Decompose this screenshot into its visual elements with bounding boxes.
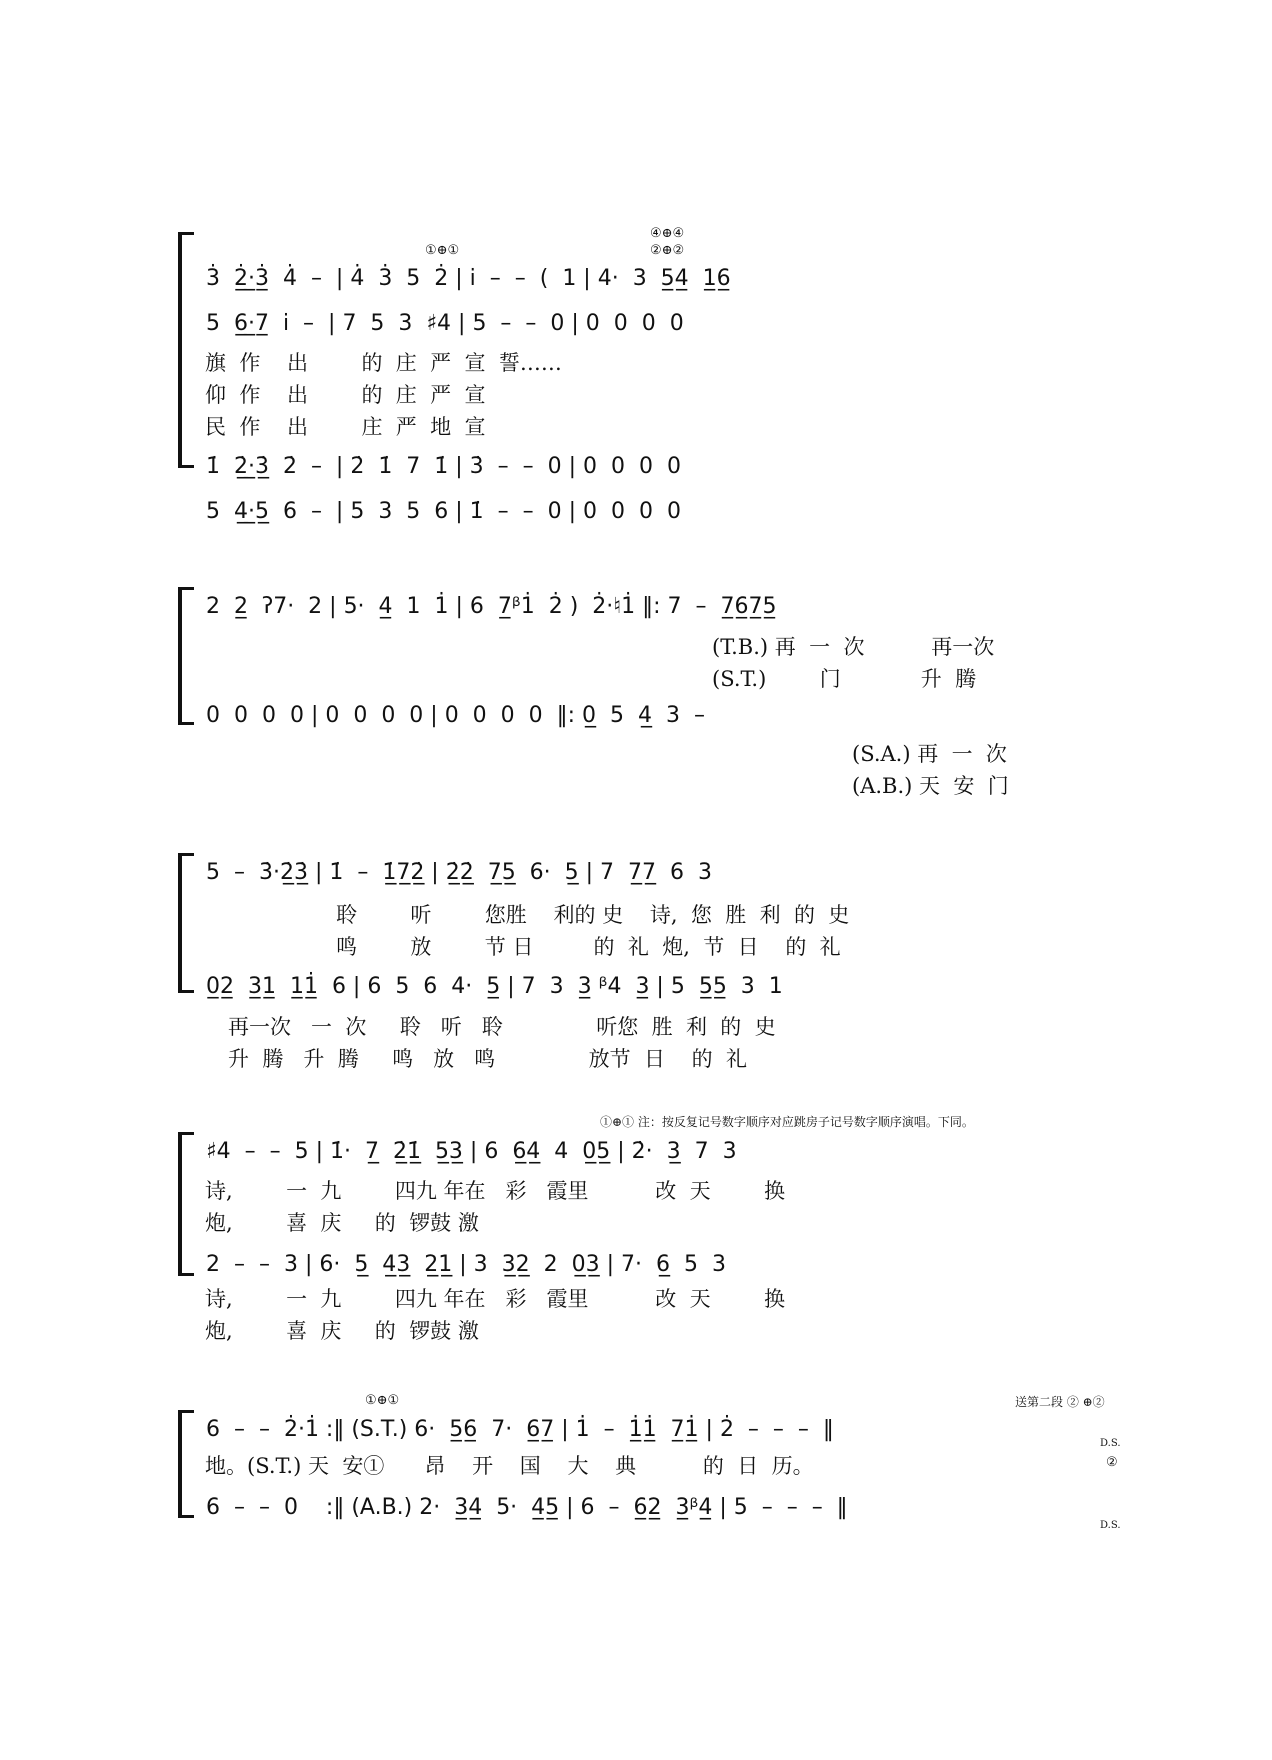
lyric-line: 炮, 喜 庆 的 锣鼓 激	[205, 1319, 479, 1343]
score-row-soprano: 3̇ 2̲̇·̲3̲̇ 4̇ – | 4̇ 3̇ 5 2̇ | i̇ – – ( 1 | 4· 3 5̲4̲ 1̲6̲	[206, 266, 731, 291]
score-row-bass: 5 4̲·̲5̲ 6 – | 5 3 5 6 | 1̇ – – 0 | 0 0 0 0	[206, 499, 681, 524]
jump-mark: ②	[1106, 1455, 1118, 1470]
score-row-lower: 0̲2̲ 3̲1̲ 1̲1̲̇ 6 | 6 5 6 4· 5̲ | 7 3 3̲ ᵝ4 3̲ | 5 5̲5̲ 3 1	[206, 974, 783, 999]
lyric-line: 炮, 喜 庆 的 锣鼓 激	[205, 1211, 479, 1235]
ds-label: D.S.	[1100, 1438, 1121, 1449]
lyric-line: (S.T.) 门 升 腾	[712, 667, 977, 691]
lyric-line: 再一次 一 次 聆 听 聆 听您 胜 利 的 史	[228, 1015, 776, 1039]
system-bracket	[178, 1132, 182, 1276]
system-bracket	[178, 587, 182, 725]
ds-label: D.S.	[1100, 1520, 1121, 1531]
score-row-upper: 2 2̲ ʔ7· 2 | 5· 4̲ 1 1̇ | 6 7̲ᵝ1̇ 2̇ ) 2̇·♮1̇ ‖: 7 – 7̲6̲7̲5̲	[206, 594, 777, 619]
lyric-line: 地。(S.T.) 天 安① 昂 开 国 大 典 的 日 历。	[205, 1454, 814, 1478]
score-row-upper: 5 – 3̇·2̲̇3̲̇ | 1̇ – 1̲̇7̲2̲̇ | 2̲̇2̲̇ 7̲5̲ 6· 5̲ | 7 7̲7̲ 6 3	[206, 860, 712, 885]
score-row-lower: 6 – – 0 :‖ (A.B.) 2· 3̲4̲ 5· 4̲5̲ | 6 – 6̲2̲ 3̲ᵝ4̲ | 5 – – – ‖	[206, 1495, 848, 1520]
jump-mark: ④⊕④	[650, 226, 685, 241]
performance-note: ①⊕① 注：按反复记号数字顺序对应跳房子记号数字顺序演唱。下同。	[600, 1115, 974, 1129]
dal-segno-instruction: 送第二段 ② ⊕②	[1015, 1395, 1105, 1409]
system-bracket	[178, 1410, 182, 1518]
lyric-line: 仰 作 出 的 庄 严 宣	[205, 383, 486, 407]
score-row-lower: 2 – – 3 | 6· 5̲ 4̲3̲ 2̲1̲ | 3 3̲2̲ 2 0̲3̲ | 7· 6̲ 5 3	[206, 1252, 726, 1277]
lyric-line: 鸣 放 节 日 的 礼 炮, 节 日 的 礼	[336, 935, 841, 959]
lyric-line: 民 作 出 庄 严 地 宣	[205, 415, 486, 439]
score-row-alto: 5 6̲·̲7̲ i̇ – | 7 5 3 ♯4 | 5 – – 0 | 0 0 0 0	[206, 311, 684, 336]
lyric-line: (S.A.) 再 一 次	[852, 742, 1007, 766]
lyric-line: 旗 作 出 的 庄 严 宣 誓……	[205, 351, 562, 375]
lyric-line: (T.B.) 再 一 次 再一次	[712, 635, 995, 659]
jump-mark: ①⊕①	[425, 243, 460, 258]
score-row-upper: 6 – – 2̇·1̇ :‖ (S.T.) 6· 5̲6̲ 7· 6̲7̲ | 1̇ – 1̲̇1̲̇ 7̲1̲̇ | 2̇ – – – ‖	[206, 1417, 834, 1442]
system-bracket	[178, 232, 182, 468]
score-row-upper: ♯4 – – 5 | 1̇· 7̲ 2̲̇1̲̇ 5̲3̲ | 6 6̲4̲ 4 0̲5̲ | 2̇· 3̲ 7 3	[206, 1139, 737, 1164]
system-bracket	[178, 853, 182, 993]
lyric-line: (A.B.) 天 安 门	[852, 774, 1009, 798]
lyric-line: 诗, 一 九 四九 年在 彩 霞里 改 天 换	[205, 1287, 786, 1311]
score-row-lower: 0 0 0 0 | 0 0 0 0 | 0 0 0 0 ‖: 0̲ 5 4̲ 3 –	[206, 703, 705, 728]
jump-mark: ②⊕②	[650, 243, 685, 258]
jump-mark: ①⊕①	[365, 1393, 400, 1408]
score-row-tenor: 1̇ 2̲̇·̲3̲̇ 2̇ – | 2̇ 1̇ 7 1̇ | 3̇ – – 0 | 0 0 0 0	[206, 454, 681, 479]
lyric-line: 诗, 一 九 四九 年在 彩 霞里 改 天 换	[205, 1179, 786, 1203]
lyric-line: 升 腾 升 腾 鸣 放 鸣 放节 日 的 礼	[228, 1047, 748, 1071]
lyric-line: 聆 听 您胜 利的 史 诗, 您 胜 利 的 史	[336, 903, 850, 927]
